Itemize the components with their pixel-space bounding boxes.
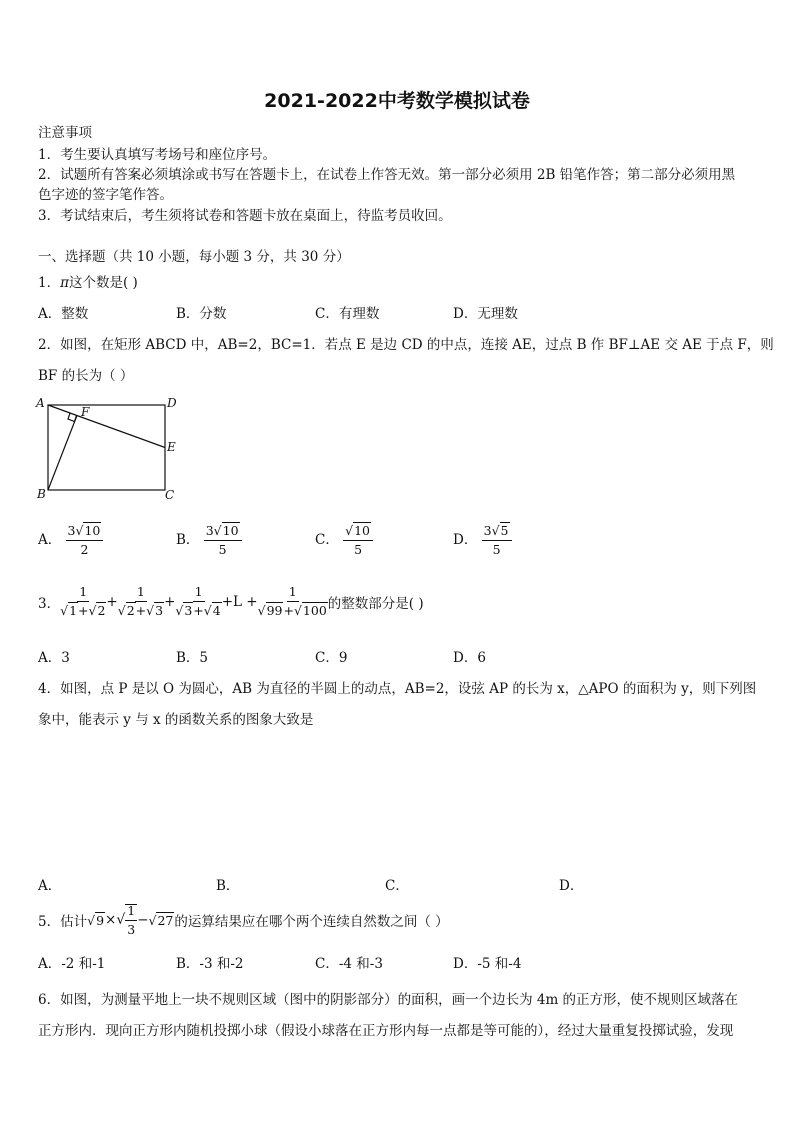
q4-line-2: 象中，能表示 y 与 x 的函数关系的图象大致是: [38, 712, 314, 728]
q2-option-b: [176, 525, 242, 556]
times-sign: ×: [105, 912, 117, 928]
radicand: 2: [97, 602, 106, 618]
q1-option-a: A．整数: [38, 306, 89, 322]
option-label: C．: [315, 532, 339, 548]
numerator: 1: [77, 586, 89, 602]
q4-option-d: D．: [559, 878, 584, 894]
minus-sign: −: [137, 912, 149, 928]
radicand: 100: [302, 602, 327, 618]
rectangle-abcd: [48, 405, 165, 490]
radicand: 27: [157, 912, 174, 928]
label-b: B: [37, 487, 46, 501]
q2-option-a: [38, 525, 103, 556]
ellipsis: +L +: [221, 593, 258, 610]
coefficient: 3: [205, 523, 214, 538]
radicand: 9: [96, 912, 105, 928]
fraction: $\frac{3√5}{5}$: [482, 525, 512, 556]
q1-option-d: D．无理数: [453, 306, 518, 322]
q3-option-c: C．9: [315, 650, 348, 666]
radicand: 5: [500, 523, 509, 538]
fraction: $\frac{3√10}{2}$: [66, 525, 104, 556]
q4-option-a: A．: [38, 878, 62, 894]
radicand: 10: [354, 523, 371, 538]
coefficient: 3: [67, 523, 76, 538]
q5-option-d: D．-5 和-4: [453, 956, 522, 972]
radicand: 1: [69, 602, 78, 618]
term-3: $\frac{1}{√3+√4}$: [175, 584, 221, 618]
denominator: 3: [127, 921, 136, 937]
q3-option-b: B．5: [176, 650, 209, 666]
label-c: C: [165, 488, 175, 502]
q2-option-c: [315, 525, 373, 556]
plus-sign: +: [106, 593, 118, 610]
rectangle-figure: [34, 393, 184, 503]
q4-option-b: B．: [216, 878, 240, 894]
denominator: 5: [354, 541, 363, 557]
q6-line-1: 6．如图，为测量平地上一块不规则区域（图中的阴影部分）的面积，画一个边长为 4m 的正方形，使不规则区域落在: [38, 992, 739, 1008]
q1-option-b: B．分数: [176, 306, 227, 322]
radicand: 99: [266, 602, 283, 618]
denominator: 2: [80, 541, 89, 557]
label-f: F: [81, 405, 90, 419]
radicand: 3: [184, 602, 193, 618]
plus-sign: +: [164, 593, 176, 610]
fraction: $\frac{3√10}{5}$: [204, 525, 242, 556]
notice-line-3: 色字迹的签字笔作答。: [38, 187, 173, 203]
denominator: 5: [492, 541, 501, 557]
numerator: 1: [135, 586, 147, 602]
notice-heading: 注意事项: [38, 125, 92, 141]
q3-option-a: A．3: [38, 650, 70, 666]
section-heading: 一、选择题（共 10 小题，每小题 3 分，共 30 分）: [38, 249, 350, 265]
q4-option-c: C．: [385, 878, 409, 894]
pi-symbol: π: [60, 275, 69, 291]
q5-option-c: C．-4 和-3: [315, 956, 383, 972]
option-label: D．: [453, 532, 478, 548]
q5-number: 5．估计: [38, 914, 88, 930]
option-label: B．: [176, 532, 200, 548]
fraction: $\frac{√10}{5}$: [343, 525, 373, 556]
q2-line-2: BF 的长为（ ）: [38, 368, 134, 384]
radicand: 2: [126, 602, 135, 618]
question-5: 5．估计 √9 × √ $\frac{1}{3}$ − √27 的运算结果应在哪个两个连续自然数之间（ ）: [38, 903, 449, 937]
q2-line-1: 2．如图，在矩形 ABCD 中，AB=2，BC=1．若点 E 是边 CD 的中点，连接 AE，过点 B 作 BF⊥AE 交 AE 于点 F，则: [38, 337, 774, 353]
radicand: 10: [84, 523, 101, 538]
segment-bf: [48, 416, 77, 491]
q3-option-d: D．6: [453, 650, 486, 666]
question-1: [38, 271, 138, 291]
label-a: A: [36, 396, 45, 410]
numerator: 1: [125, 905, 137, 921]
page-title: 2021-2022中考数学模拟试卷: [264, 90, 530, 112]
numerator: 1: [287, 586, 299, 602]
label-e: E: [167, 440, 176, 454]
q2-option-d: [453, 525, 512, 556]
term-2: $\frac{1}{√2+√3}$: [117, 584, 164, 618]
term-last: $\frac{1}{√99+√100}$: [257, 584, 327, 618]
notice-line-1: 1．考生要认真填写考场号和座位序号。: [38, 147, 277, 163]
q3-number: 3．: [38, 595, 61, 612]
notice-line-2: 2．试题所有答案必须填涂或书写在答题卡上，在试卷上作答无效。第一部分必须用 2B 铅笔作答；第二部分必须用黑: [38, 167, 736, 183]
option-label: A．: [38, 532, 62, 548]
q5-text: 的运算结果应在哪个两个连续自然数之间（ ）: [174, 914, 449, 930]
radicand: 3: [155, 602, 164, 618]
q1-option-c: C．有理数: [315, 306, 380, 322]
q6-line-2: 正方形内．现向正方形内随机投掷小球（假设小球落在正方形内每一点都是等可能的），经过大量重复投掷试验，发现: [38, 1023, 734, 1039]
q5-option-a: A．-2 和-1: [38, 956, 106, 972]
q1-text: 这个数是( ): [68, 275, 138, 291]
notice-line-4: 3．考试结束后，考生须将试卷和答题卡放在桌面上，待监考员收回。: [38, 208, 452, 224]
coefficient: 3: [483, 523, 492, 538]
question-3: [38, 586, 424, 617]
label-d: D: [167, 396, 177, 410]
segment-ae: [48, 405, 165, 448]
q1-number: 1．: [38, 275, 61, 291]
q4-line-1: 4．如图，点 P 是以 O 为圆心，AB 为直径的半圆上的动点，AB=2，设弦 AP 的长为 x，△APO 的面积为 y，则下列图: [38, 681, 757, 697]
q3-text: 的整数部分是( ): [327, 595, 424, 612]
q5-option-b: B．-3 和-2: [176, 956, 244, 972]
numerator: 1: [193, 586, 205, 602]
term-1: $\frac{1}{√1+√2}$: [60, 584, 106, 618]
fraction: [125, 904, 137, 936]
radicand: 4: [212, 602, 221, 618]
radicand: 10: [222, 523, 239, 538]
denominator: 5: [218, 541, 227, 557]
